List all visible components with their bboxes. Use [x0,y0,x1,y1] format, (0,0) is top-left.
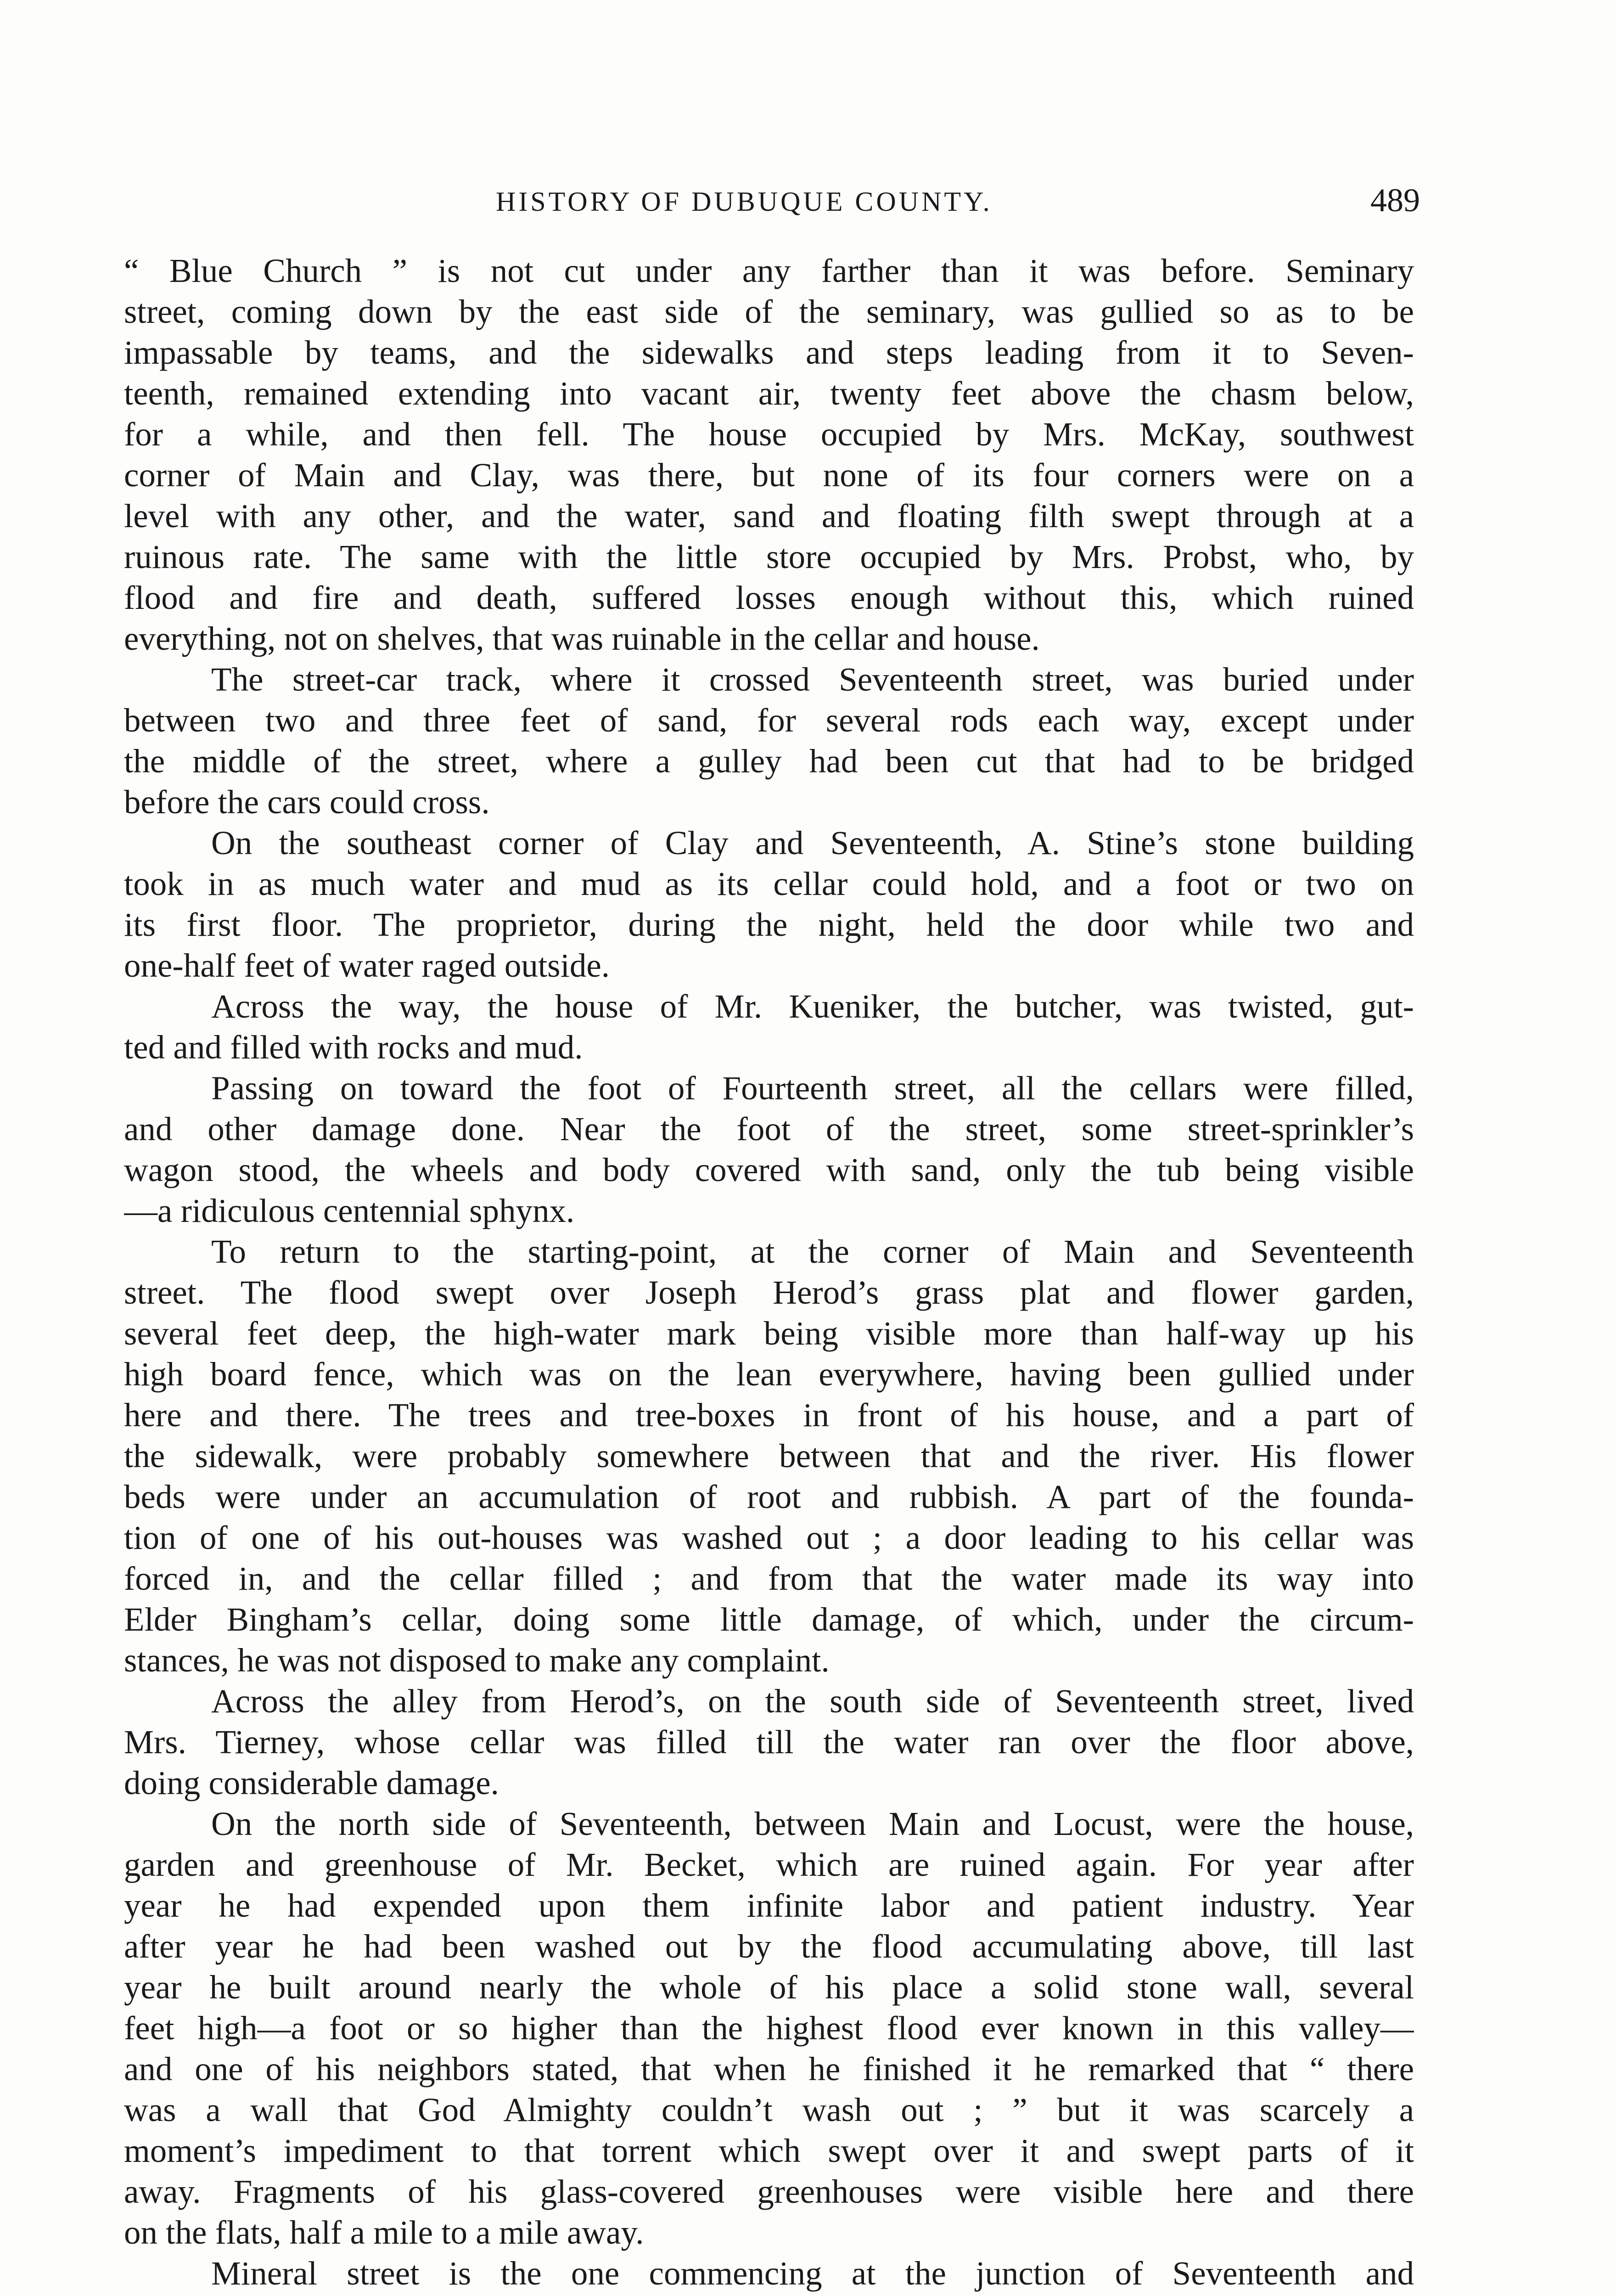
paragraph-8 [124,1803,1414,2253]
text-line: On the southeast corner of Clay and Seventeenth, A. Stine’s stone building [211,824,1414,861]
text-line: beds were under an accumulation of root and rubbish. A part of the founda- [124,1478,1414,1515]
text-line: level with any other, and the water, sand and floating filth swept through at a [124,497,1414,535]
text-line: On the north side of Seventeenth, between Main and Locust, were the house, [211,1805,1414,1842]
text-line: impassable by teams, and the sidewalks and steps leading from it to Seven- [124,334,1414,371]
text-line: —a ridiculous centennial sphynx. [124,1192,575,1229]
page-number: 489 [1370,182,1420,219]
paragraph-1 [124,250,1414,659]
text-line: one-half feet of water raged outside. [124,947,610,984]
text-line: To return to the starting-point, at the corner of Main and Seventeenth [211,1233,1414,1270]
paragraph-3 [124,822,1414,986]
text-line: stances, he was not disposed to make any complaint. [124,1642,830,1679]
paragraph-7 [124,1681,1414,1803]
text-line: Mrs. Tierney, whose cellar was filled till the water ran over the floor above, [124,1723,1414,1761]
text-line: wagon stood, the wheels and body covered with sand, only the tub being visible [124,1151,1414,1188]
text-line: year he built around nearly the whole of his place a solid stone wall, several [124,1969,1414,2006]
text-line: Across the alley from Herod’s, on the south side of Seventeenth street, lived [211,1683,1414,1720]
text-line: Mineral street is the one commencing at the junction of Seventeenth and [211,2255,1414,2292]
body-text [124,250,1414,2296]
paragraph-6 [124,1231,1414,1681]
text-line: garden and greenhouse of Mr. Becket, which are ruined again. For year after [124,1846,1414,1883]
text-line: away. Fragments of his glass-covered greenhouses were visible here and there [124,2173,1414,2210]
paragraph-2 [124,659,1414,822]
text-line: for a while, and then fell. The house occupied by Mrs. McKay, southwest [124,416,1414,453]
text-line: Elder Bingham’s cellar, doing some little damage, of which, under the circum- [124,1601,1414,1638]
text-line: high board fence, which was on the lean everywhere, having been gullied under [124,1356,1414,1393]
text-line: moment’s impediment to that torrent which swept over it and swept parts of it [124,2132,1414,2169]
text-line: forced in, and the cellar filled ; and from that the water made its way into [124,1560,1414,1597]
text-line: took in as much water and mud as its cellar could hold, and a foot or two on [124,865,1414,902]
text-line: “ Blue Church ” is not cut under any farther than it was before. Seminary [124,252,1414,289]
paragraph-5 [124,1068,1414,1231]
text-line: the sidewalk, were probably somewhere between that and the river. His flower [124,1437,1414,1474]
text-line: street. The flood swept over Joseph Herod’s grass plat and flower garden, [124,1274,1414,1311]
text-line: its first floor. The proprietor, during the night, held the door while two and [124,906,1414,943]
text-line: feet high—a foot or so higher than the highest flood ever known in this valley— [124,2009,1414,2047]
text-line: everything, not on shelves, that was ruinable in the cellar and house. [124,620,1040,657]
text-line: between two and three feet of sand, for several rods each way, except under [124,702,1414,739]
text-line: before the cars could cross. [124,783,490,821]
text-line: flood and fire and death, suffered losses enough without this, which ruined [124,579,1414,616]
text-line: The street-car track, where it crossed Seventeenth street, was buried under [211,661,1414,698]
text-line: and other damage done. Near the foot of the street, some street-sprinkler’s [124,1110,1414,1148]
text-line: Passing on toward the foot of Fourteenth street, all the cellars were filled, [211,1069,1414,1107]
text-line: teenth, remained extending into vacant air, twenty feet above the chasm below, [124,375,1414,412]
text-line: was a wall that God Almighty couldn’t wash out ; ” but it was scarcely a [124,2091,1414,2128]
text-line: on the flats, half a mile to a mile away. [124,2214,644,2251]
text-line: ted and filled with rocks and mud. [124,1029,583,1066]
text-line: year he had expended upon them infinite labor and patient industry. Year [124,1887,1414,1924]
text-line: and one of his neighbors stated, that when he finished it he remarked that “ there [124,2050,1414,2088]
running-head: HISTORY OF DUBUQUE COUNTY. [496,186,993,217]
text-line: street, coming down by the east side of the seminary, was gullied so as to be [124,293,1414,330]
text-line: tion of one of his out-houses was washed out ; a door leading to his cellar was [124,1519,1414,1556]
text-line: Across the way, the house of Mr. Kueniker, the butcher, was twisted, gut- [211,988,1414,1025]
text-line: several feet deep, the high-water mark being visible more than half-way up his [124,1315,1414,1352]
text-line: here and there. The trees and tree-boxes in front of his house, and a part of [124,1396,1414,1434]
text-line: after year he had been washed out by the flood accumulating above, till last [124,1928,1414,1965]
text-line [124,2294,1414,2296]
text-line: the middle of the street, where a gulley had been cut that had to be bridged [124,743,1414,780]
text-line: ruinous rate. The same with the little store occupied by Mrs. Probst, who, by [124,538,1414,575]
text-line: doing considerable damage. [124,1764,499,1801]
paragraph-9 [124,2253,1414,2296]
paragraph-4 [124,986,1414,1068]
text-line: corner of Main and Clay, was there, but none of its four corners were on a [124,456,1414,494]
